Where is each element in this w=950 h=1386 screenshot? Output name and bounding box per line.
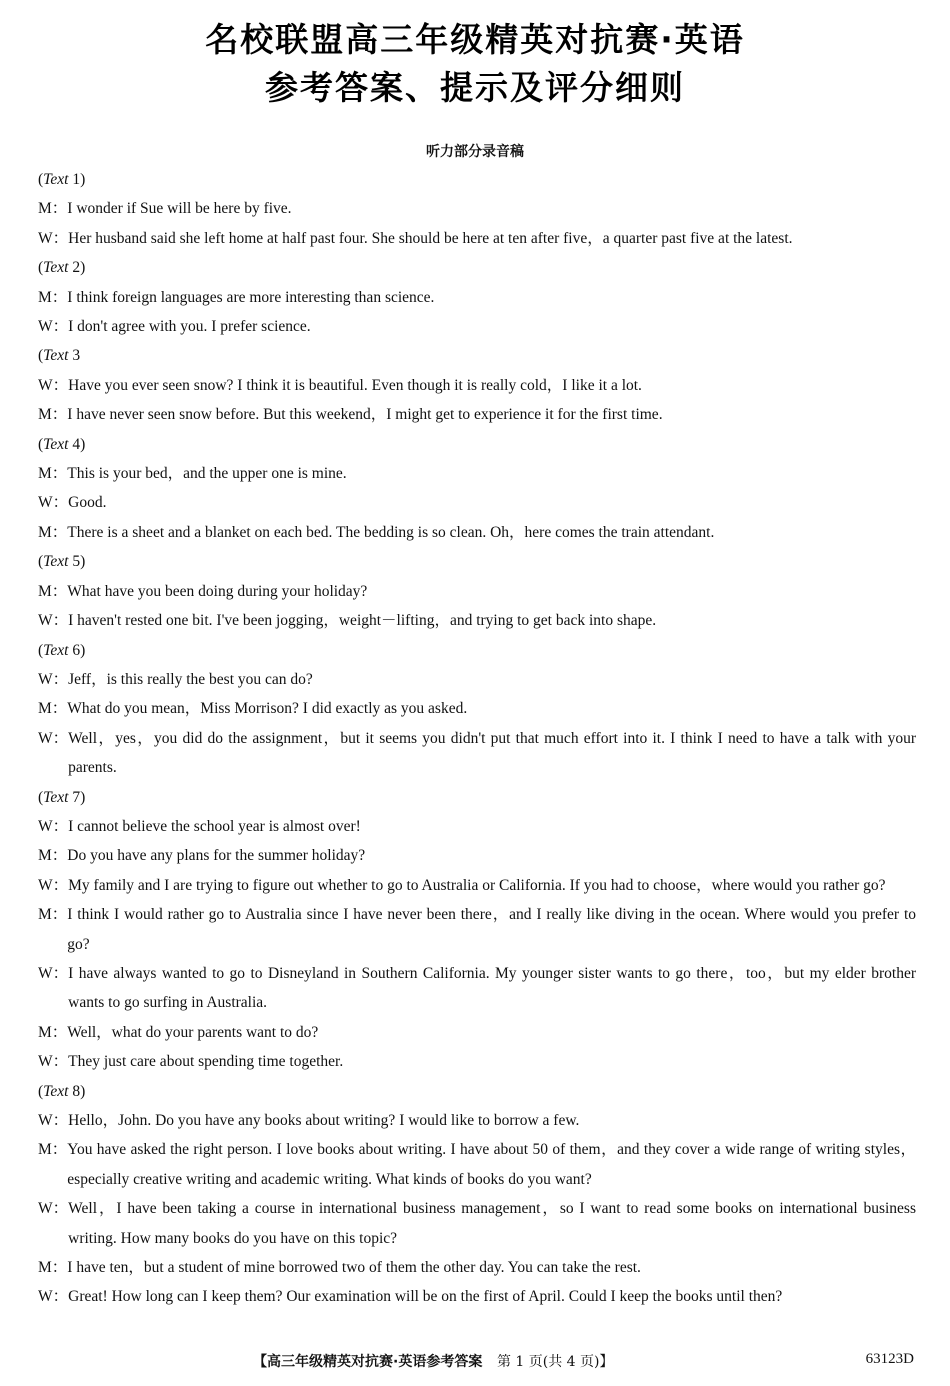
text-close: ) [80, 259, 86, 277]
dialogue-line [38, 959, 916, 1018]
dialogue-line [38, 871, 916, 900]
speaker-label: M： [38, 523, 68, 541]
dialogue-text: Jeff，is this really the best you can do? [68, 670, 313, 688]
text-close: ) [80, 641, 86, 659]
dialogue-line [38, 518, 916, 547]
speaker-label: M： [38, 847, 68, 865]
text-close: ) [80, 1082, 86, 1100]
text-label: Text [43, 788, 69, 806]
footer-title: 【高三年级精英对抗赛·英语参考答案 [253, 1354, 483, 1370]
page-subtitle: 参考答案、提示及评分细则 [265, 68, 685, 107]
dialogue-line [38, 283, 916, 312]
text-number: 3 [72, 347, 81, 365]
speaker-label: W： [38, 612, 69, 630]
text-close: ) [80, 435, 86, 453]
dialogue-line [38, 606, 916, 635]
speaker-label: W： [38, 817, 69, 835]
text-label: Text [43, 1082, 69, 1100]
speaker-label: M： [38, 1259, 68, 1277]
dialogue-text: I have ten，but a student of mine borrowed two of them the other day. You can take the rest. [67, 1259, 641, 1277]
dialogue-text: Her husband said she left home at half past four. She should be here at ten after five，a quarter past five at the latest. [68, 229, 793, 247]
text-number: 6 [72, 641, 81, 659]
text-header: (Text 3 [38, 347, 81, 365]
dialogue-text: They just care about spending time together. [68, 1053, 344, 1071]
speaker-label: W： [38, 1053, 69, 1071]
text-number: 4 [72, 435, 81, 453]
dialogue-line [38, 224, 916, 253]
dialogue-text: Hello，John. Do you have any books about writing? I would like to borrow a few. [68, 1112, 580, 1129]
speaker-label: W： [38, 318, 69, 336]
dialogue-text: I don't agree with you. I prefer science. [68, 318, 311, 336]
text-close: ) [80, 171, 86, 188]
footer-code: 63123D [865, 1351, 914, 1367]
dialogue-line [38, 900, 916, 959]
text-label: Text [43, 435, 69, 453]
speaker-label: M： [38, 406, 68, 424]
dialogue-line [38, 1253, 916, 1282]
text-label: Text [43, 171, 69, 188]
dialogue-text: I haven't rested one bit. I've been jogging，weight－lifting，and trying to get back into shape. [68, 612, 657, 630]
dialogue-line [38, 1047, 916, 1076]
speaker-label: W： [38, 1288, 69, 1306]
dialogue-text: My family and I are trying to figure out whether to go to Australia or California. If you had to choose，where would you rather go? [68, 876, 886, 894]
dialogue-line [38, 194, 916, 223]
text-header: (Text 6) [38, 641, 86, 659]
text-label: Text [43, 347, 69, 365]
dialogue-line [38, 1282, 916, 1311]
dialogue-text: I cannot believe the school year is almost over! [68, 817, 361, 835]
dialogue-text: Good. [68, 494, 107, 512]
dialogue-text: I have always wanted to go to Disneyland in Southern California. My younger sister wants to go there，too，but my elder brother wants to go surfing in Australia. [68, 964, 916, 1012]
footer-page-number: 第 1 页(共 4 页)】 [496, 1354, 614, 1370]
dialogue-text: Well，I have been taking a course in international business management，so I want to read some books on international business writing. How many books do you have on this topic? [68, 1200, 916, 1247]
dialogue-line [38, 694, 916, 723]
dialogue-line [38, 312, 916, 341]
dialogue-text: There is a sheet and a blanket on each bed. The bedding is so clean. Oh，here comes the train attendant. [67, 523, 715, 541]
text-header: (Text 1) [38, 171, 86, 188]
speaker-label: W： [38, 876, 69, 894]
footer-label [253, 1351, 614, 1371]
speaker-label: W： [38, 964, 69, 982]
speaker-label: W： [38, 1112, 69, 1129]
page-title: 名校联盟高三年级精英对抗赛·英语 [205, 20, 745, 59]
dialogue-line [38, 1194, 916, 1253]
speaker-label: W： [38, 670, 69, 688]
dialogue-line [38, 812, 916, 841]
text-number: 1 [72, 171, 81, 188]
dialogue-line [38, 577, 916, 606]
dialogue-text: I wonder if Sue will be here by five. [67, 200, 292, 218]
dialogue-line [38, 488, 916, 517]
dialogue-text: I think I would rather go to Australia since I have never been there，and I really like diving in the ocean. Where would you prefer to go? [67, 906, 916, 953]
speaker-label: W： [38, 729, 69, 747]
text-header: (Text 5) [38, 553, 86, 571]
speaker-label: M： [38, 906, 68, 924]
dialogue-text: Do you have any plans for the summer holiday? [67, 847, 366, 865]
dialogue-line [38, 1106, 916, 1135]
dialogue-text: You have asked the right person. I love books about writing. I have about 50 of them，and they cover a wide range of writing styles，especially creative writing and academic writing. What kinds of books do you want? [67, 1141, 916, 1188]
dialogue-line [38, 1018, 916, 1047]
dialogue-line [38, 724, 916, 783]
dialogue-text: Well，yes，you did do the assignment，but it seems you didn't put that much effort into it. I think I need to have a talk with your parents. [68, 729, 916, 777]
speaker-label: W： [38, 1200, 69, 1218]
dialogue-line [38, 841, 916, 870]
transcript [38, 165, 916, 1312]
section-title: 听力部分录音稿 [426, 144, 524, 160]
dialogue-text: What have you been doing during your holiday? [67, 582, 368, 600]
speaker-label: M： [38, 465, 68, 483]
dialogue-text: Have you ever seen snow? I think it is beautiful. Even though it is really cold，I like it a lot. [68, 376, 642, 394]
speaker-label: M： [38, 700, 68, 718]
text-number: 5 [72, 553, 81, 571]
speaker-label: W： [38, 376, 69, 394]
dialogue-line [38, 665, 916, 694]
speaker-label: M： [38, 1023, 68, 1041]
speaker-label: M： [38, 1141, 68, 1159]
dialogue-text: This is your bed，and the upper one is mine. [67, 465, 347, 483]
dialogue-line [38, 1135, 916, 1194]
text-header: (Text 2) [38, 259, 86, 277]
dialogue-text: Well，what do your parents want to do? [67, 1023, 319, 1041]
text-header: (Text 4) [38, 435, 86, 453]
text-header: (Text 8) [38, 1082, 86, 1100]
dialogue-line [38, 459, 916, 488]
speaker-label: W： [38, 229, 69, 247]
text-number: 2 [72, 259, 81, 277]
text-close: ) [80, 553, 86, 571]
speaker-label: M： [38, 582, 68, 600]
text-number: 7 [72, 788, 81, 806]
dialogue-text: Great! How long can I keep them? Our examination will be on the first of April. Could I keep the books until then? [68, 1288, 783, 1306]
dialogue-line [38, 400, 916, 429]
text-header: (Text 7) [38, 788, 86, 806]
dialogue-line [38, 371, 916, 400]
text-close: ) [80, 788, 86, 806]
dialogue-text: I have never seen snow before. But this weekend，I might get to experience it for the first time. [67, 406, 663, 424]
text-label: Text [43, 641, 69, 659]
speaker-label: W： [38, 494, 69, 512]
dialogue-text: I think foreign languages are more interesting than science. [67, 288, 435, 306]
dialogue-text: What do you mean，Miss Morrison? I did exactly as you asked. [67, 700, 468, 718]
speaker-label: M： [38, 200, 68, 218]
text-label: Text [43, 259, 69, 277]
text-number: 8 [72, 1082, 81, 1100]
speaker-label: M： [38, 288, 68, 306]
text-label: Text [43, 553, 69, 571]
